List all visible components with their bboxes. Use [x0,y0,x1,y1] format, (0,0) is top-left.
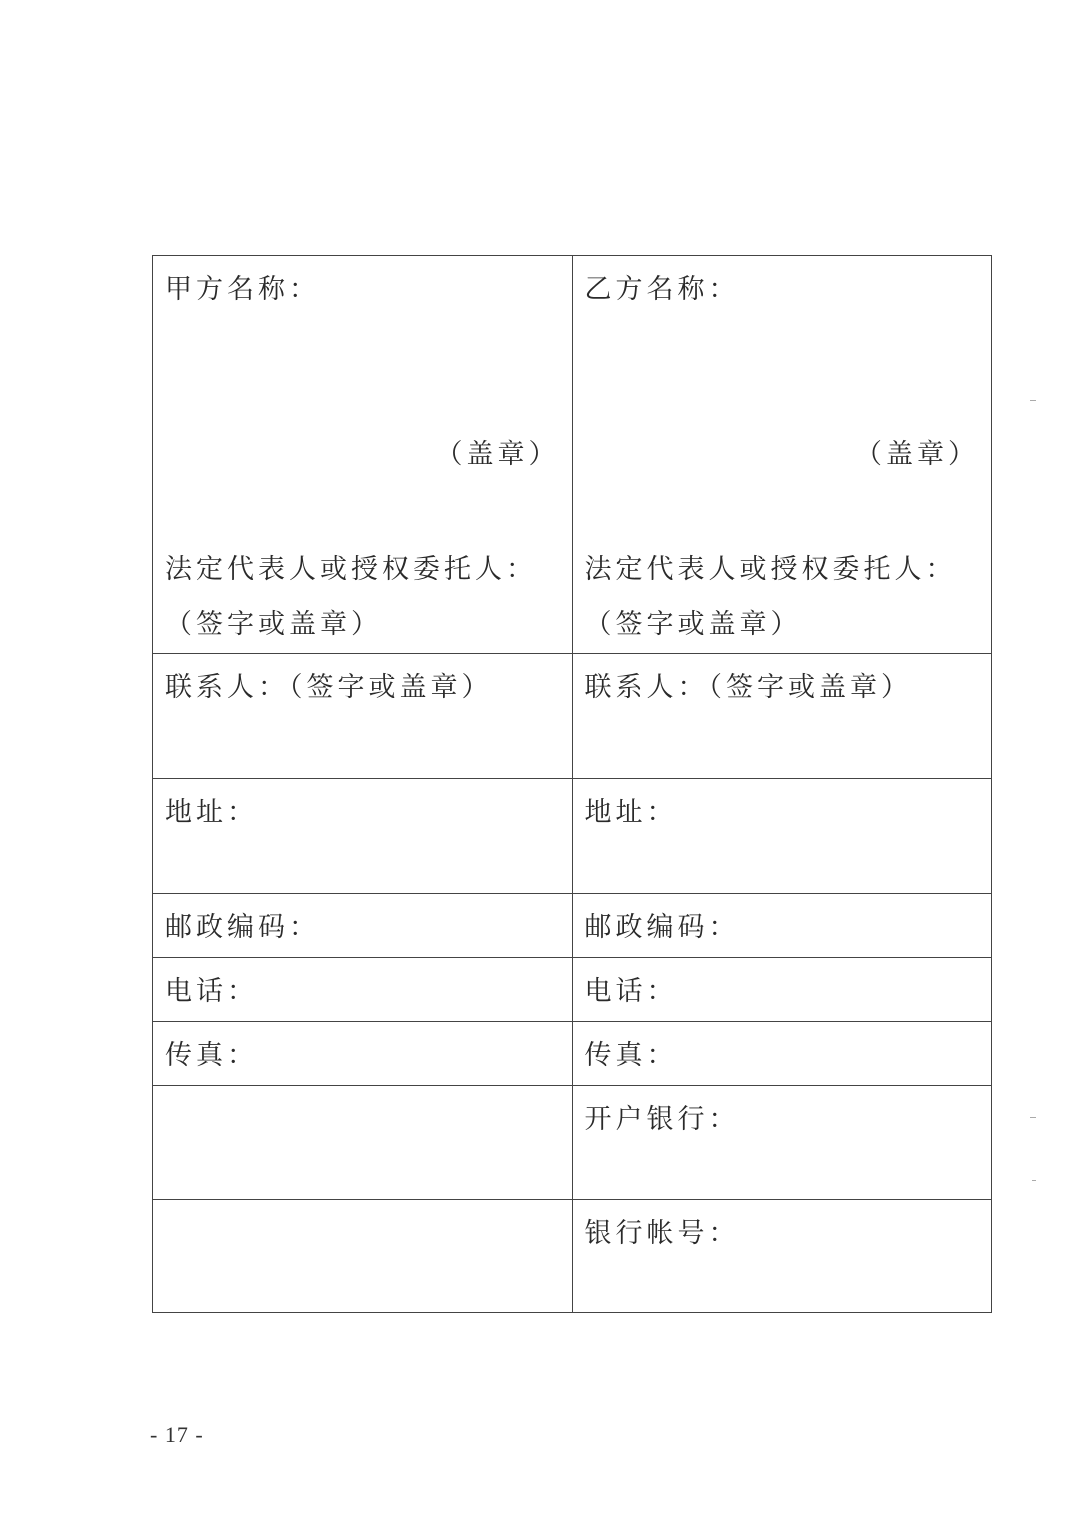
party-a-bank-cell-empty [153,1086,573,1200]
party-a-account-cell-empty [153,1200,573,1313]
party-a-name-label: 甲方名称： [165,274,320,305]
party-a-postal-code-label: 邮政编码： [165,912,320,943]
party-a-seal-label: （盖章） [435,439,560,470]
party-a-postal-code-cell [153,894,573,958]
party-a-fax-label: 传真： [165,1040,258,1071]
party-a-contact-cell [153,654,573,779]
party-b-name-cell [572,256,992,654]
table-row-party-names [153,256,992,654]
party-a-address-cell [153,779,573,894]
party-a-address-label: 地址： [165,797,258,828]
party-b-phone-cell [572,958,992,1022]
table-row-contact [153,654,992,779]
party-a-contact-label: 联系人：（签字或盖章） [165,672,493,703]
party-b-representative-sign: （签字或盖章） [584,609,802,640]
party-a-name-cell [153,256,573,654]
table-row-bank [153,1086,992,1200]
scan-speck [1030,400,1036,401]
scan-speck [1030,1117,1036,1118]
party-b-account-label: 银行帐号： [584,1218,740,1249]
party-b-fax-cell [572,1022,992,1086]
party-b-address-cell [572,779,992,894]
party-b-postal-code-label: 邮政编码： [584,912,740,943]
party-b-postal-code-cell [572,894,992,958]
party-a-phone-cell [153,958,573,1022]
signature-table [152,255,992,1313]
table-row-postal-code [153,894,992,958]
table-row-address [153,779,992,894]
party-b-bank-cell [572,1086,992,1200]
party-b-account-cell [572,1200,992,1313]
party-b-contact-cell [572,654,992,779]
party-a-representative-label: 法定代表人或授权委托人： [165,554,537,585]
party-b-fax-label: 传真： [584,1040,678,1071]
party-a-phone-label: 电话： [165,976,258,1007]
party-a-fax-cell [153,1022,573,1086]
party-b-contact-label: 联系人：（签字或盖章） [584,672,912,703]
table-row-phone [153,958,992,1022]
table-row-fax [153,1022,992,1086]
party-b-name-label: 乙方名称： [584,274,740,305]
party-b-phone-label: 电话： [584,976,678,1007]
table-row-account [153,1200,992,1313]
party-b-bank-label: 开户银行： [584,1104,740,1135]
scan-speck [1032,1180,1036,1181]
page-number: - 17 - [150,1422,204,1447]
party-b-seal-label: （盖章） [855,439,979,470]
party-b-address-label: 地址： [584,797,678,828]
party-a-representative-sign: （签字或盖章） [165,609,382,640]
party-b-representative-label: 法定代表人或授权委托人： [584,554,957,585]
